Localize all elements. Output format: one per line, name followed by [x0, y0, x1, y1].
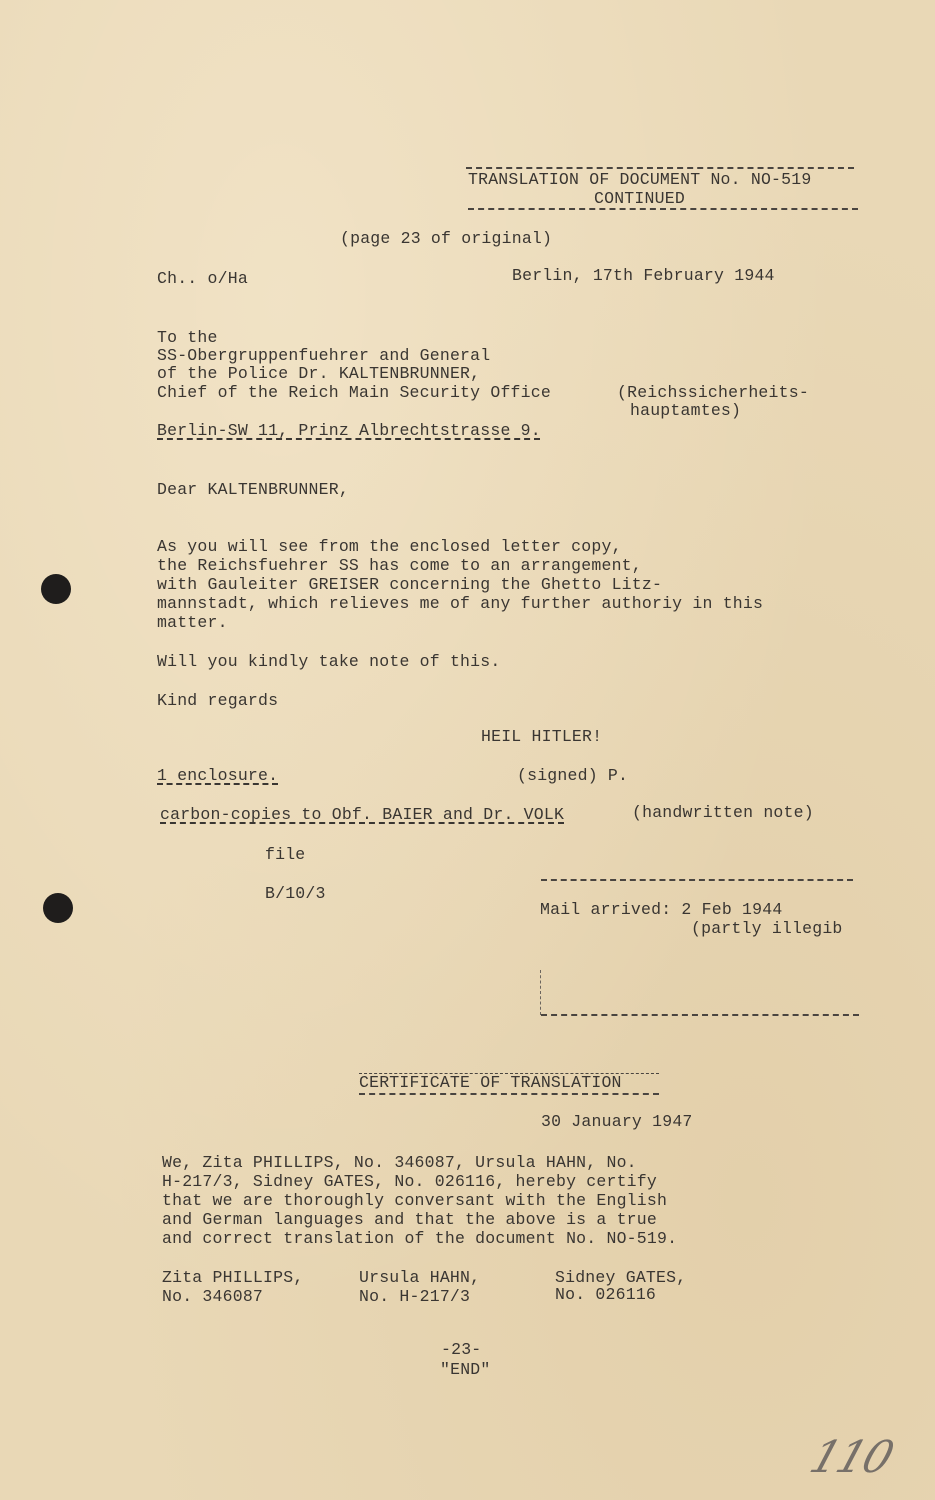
- signatory-number: No. H-217/3: [359, 1287, 471, 1306]
- certificate-bottom-rule: [359, 1093, 659, 1095]
- address-line: SS-Obergruppenfuehrer and General: [157, 346, 491, 365]
- request-line: Will you kindly take note of this.: [157, 652, 501, 671]
- closing: Kind regards: [157, 691, 279, 710]
- certificate-title: CERTIFICATE OF TRANSLATION: [359, 1073, 622, 1092]
- address-street: Berlin-SW 11, Prinz Albrechtstrasse 9.: [157, 421, 541, 440]
- stamp-left-rule: [540, 970, 541, 1015]
- body-line: matter.: [157, 613, 228, 632]
- signatory-name: Sidney GATES,: [555, 1268, 687, 1287]
- carbon-copies: carbon-copies to Obf. BAIER and Dr. VOLK: [160, 805, 565, 824]
- address-line: (Reichssicherheits-: [617, 383, 809, 402]
- salutation: Dear KALTENBRUNNER,: [157, 480, 349, 499]
- body-line: mannstadt, which relieves me of any further authoriy in this: [157, 594, 764, 613]
- certificate-text-line: and German languages and that the above is a true: [162, 1210, 657, 1229]
- header-top-rule: [466, 167, 854, 169]
- stamp-top-rule: [541, 879, 853, 881]
- address-line: of the Police Dr. KALTENBRUNNER,: [157, 364, 481, 383]
- document-title-continued: CONTINUED: [594, 189, 685, 208]
- signatory-number: No. 346087: [162, 1287, 264, 1306]
- file-number: B/10/3: [265, 884, 326, 903]
- enclosure-note: 1 enclosure.: [157, 766, 279, 785]
- stamp-bottom-rule: [541, 1014, 859, 1016]
- address-line: hauptamtes): [630, 401, 742, 420]
- handwritten-page-number: 110: [803, 1432, 899, 1483]
- address-line: Chief of the Reich Main Security Office: [157, 383, 551, 402]
- signatory-name: Zita PHILLIPS,: [162, 1268, 304, 1287]
- page-number: -23-: [441, 1340, 482, 1359]
- certificate-text-line: H-217/3, Sidney GATES, No. 026116, hereby certify: [162, 1172, 657, 1191]
- signatory-number: No. 026116: [555, 1285, 657, 1304]
- signatory-name: Ursula HAHN,: [359, 1268, 481, 1287]
- stamp-line: Mail arrived: 2 Feb 1944: [540, 900, 783, 919]
- carbon-copies-note: (handwritten note): [632, 803, 814, 822]
- page-reference: (page 23 of original): [340, 229, 553, 248]
- header-bottom-rule: [468, 208, 858, 210]
- letter-reference: Ch.. o/Ha: [157, 269, 248, 288]
- heil-line: HEIL HITLER!: [481, 727, 603, 746]
- body-line: the Reichsfuehrer SS has come to an arrangement,: [157, 556, 642, 575]
- letter-place-date: Berlin, 17th February 1944: [512, 266, 775, 285]
- document-title: TRANSLATION OF DOCUMENT No. NO-519: [468, 170, 812, 189]
- file-label: file: [265, 845, 306, 864]
- body-line: As you will see from the enclosed letter copy,: [157, 537, 622, 556]
- certificate-date: 30 January 1947: [541, 1112, 693, 1131]
- punch-hole-bottom: [43, 893, 73, 923]
- punch-hole-top: [41, 574, 71, 604]
- address-line: To the: [157, 328, 218, 347]
- certificate-text-line: and correct translation of the document No. NO-519.: [162, 1229, 678, 1248]
- certificate-text-line: We, Zita PHILLIPS, No. 346087, Ursula HAHN, No.: [162, 1153, 637, 1172]
- end-mark: "END": [440, 1360, 491, 1379]
- body-line: with Gauleiter GREISER concerning the Ghetto Litz-: [157, 575, 663, 594]
- stamp-line: (partly illegib: [691, 919, 843, 938]
- signature: (signed) P.: [517, 766, 629, 785]
- certificate-text-line: that we are thoroughly conversant with the English: [162, 1191, 668, 1210]
